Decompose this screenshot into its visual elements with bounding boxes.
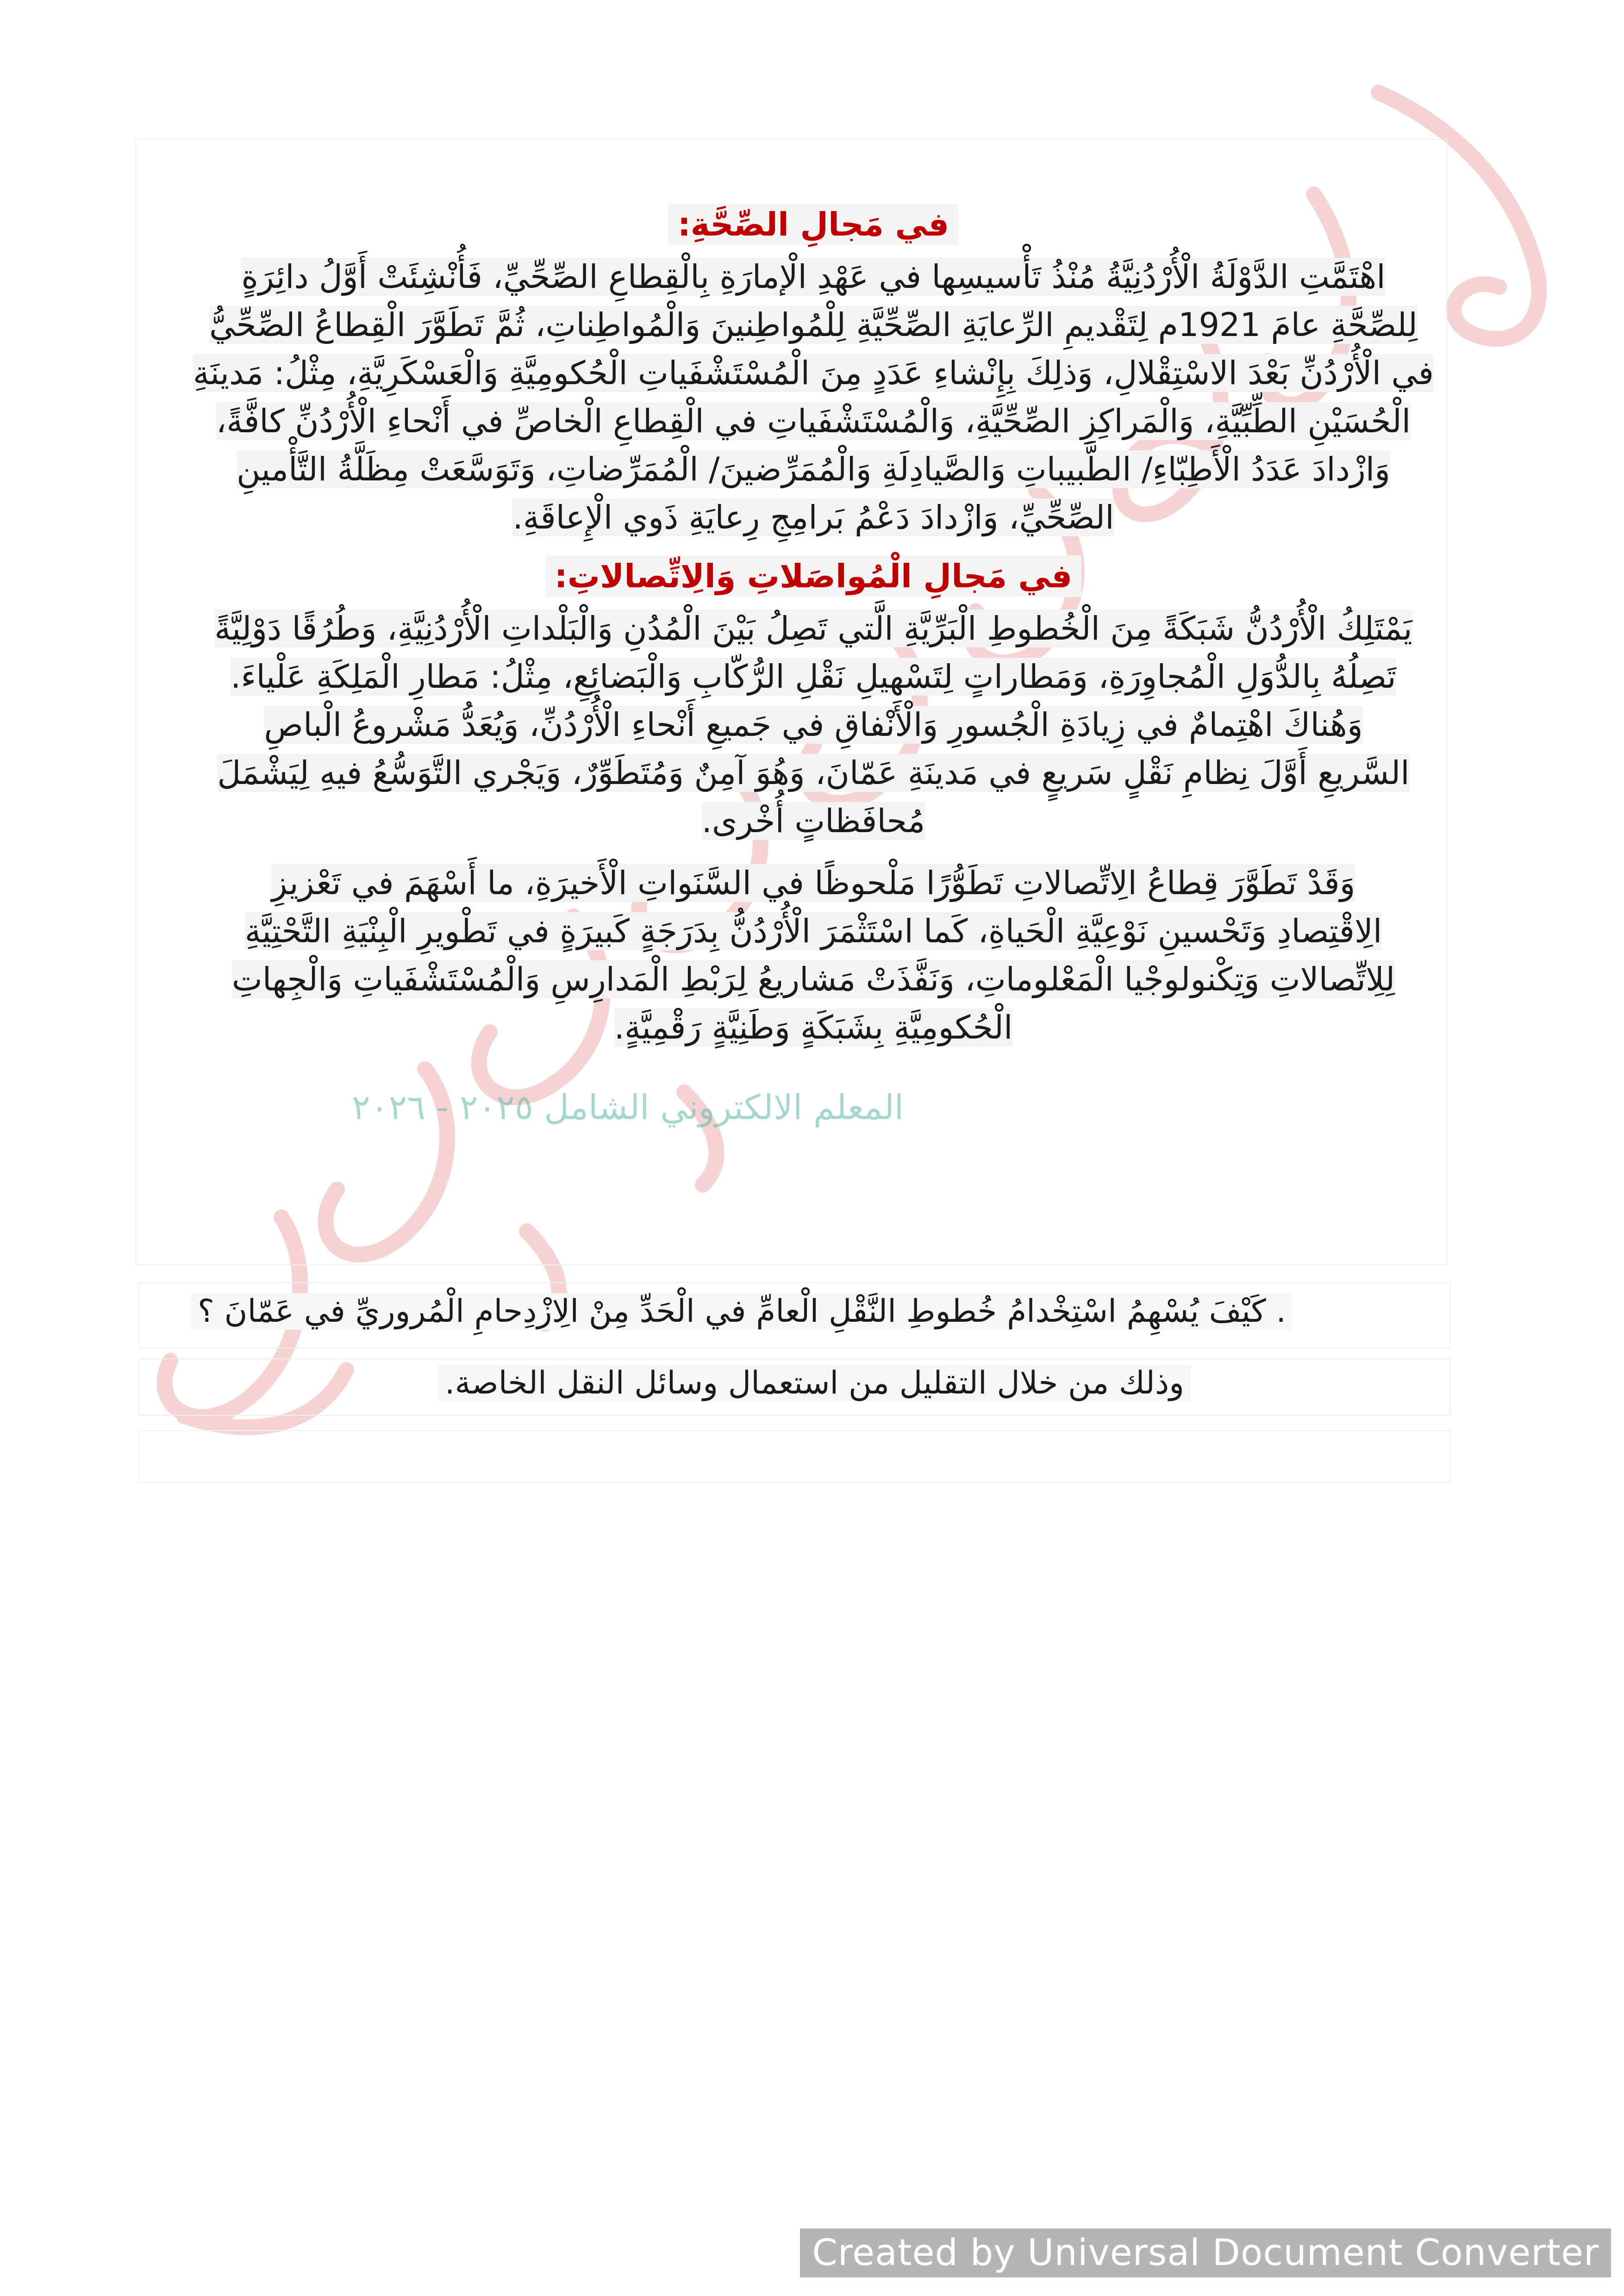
health-line: اهْتَمَّتِ الدَّوْلَةُ الْأُرْدُنِيَّةُ مُنْذُ تَأْسيسِها في عَهْدِ الْإمارَةِ بِالْقِطاعِ الصِّحِّيِّ، فَأُنْشِئَتْ أَوَّلُ دائِرَةٍ — [241, 258, 1386, 296]
health-line: الْحُسَيْنِ الطِّبِّيَّةِ، وَالْمَراكِزِ الصِّحِّيَّةِ، وَالْمُسْتَشْفَياتِ في الْقِطاعِ الْخاصِّ في أَنْحاءِ الْأُرْدُنِّ كافَّةً، — [216, 402, 1411, 440]
answer-text: وذلك من خلال التقليل من استعمال وسائل النقل الخاصة. — [438, 1365, 1191, 1401]
transport-paragraph — [140, 604, 1487, 845]
communications-line: وَقَدْ تَطَوَّرَ قِطاعُ الِاتِّصالاتِ تَطَوُّرًا مَلْحوظًا في السَّنَواتِ الْأَخيرَةِ، ما أَسْهَمَ في تَعْزيزِ — [271, 864, 1355, 902]
health-line: وَازْدادَ عَدَدُ الْأَطِبّاءِ/ الطَّبيباتِ وَالصَّيادِلَةِ وَالْمُمَرِّضينَ/ الْمُمَرِّضاتِ، وَتَوَسَّعَتْ مِظَلَّةُ التَّأْمينِ — [237, 450, 1390, 488]
transport-line: وَهُناكَ اهْتِمامٌ في زِيادَةِ الْجُسورِ وَالْأَنْفاقِ في جَميعِ أَنْحاءِ الْأُرْدُنِّ، وَيُعَدُّ مَشْروعُ الْباصِ — [264, 706, 1363, 744]
answer-box — [139, 1358, 1451, 1416]
document-body — [135, 204, 1492, 1052]
health-section-heading: في مَجالِ الصِّحَّةِ: — [668, 204, 958, 245]
question-text — [191, 1293, 1293, 1330]
communications-line: الِاقْتِصادِ وَتَحْسينِ نَوْعِيَّةِ الْحَياةِ، كَما اسْتَثْمَرَ الْأُرْدُنُّ بِدَرَجَةٍ كَبيرَةٍ في تَطْويرِ الْبِنْيَةِ التَّحْتِيَّةِ — [244, 912, 1382, 950]
communications-line: الْحُكومِيَّةِ بِشَبَكَةٍ وَطَنِيَّةٍ رَقْمِيَّةٍ. — [614, 1008, 1013, 1046]
watermark-text: المعلم الالكتروني الشامل ٢٠٢٥ - ٢٠٢٦ — [352, 1088, 904, 1127]
health-line: لِلصِّحَّةِ عامَ 1921م لِتَقْديمِ الرِّعايَةِ الصِّحِّيَّةِ لِلْمُواطِنينَ وَالْمُواطِناتِ، ثُمَّ تَطَوَّرَ الْقِطاعُ الصِّحِّيُّ — [209, 306, 1418, 344]
transport-line: يَمْتَلِكُ الْأُرْدُنُّ شَبَكَةً مِنَ الْخُطوطِ الْبَرِّيَّةِ الَّتي تَصِلُ بَيْنَ الْمُدُنِ وَالْبَلْداتِ الْأُرْدُنِيَّةِ، وَطُرُقًا دَوْلِيَّةً — [214, 610, 1412, 647]
question-bullet: . — [1276, 1293, 1286, 1330]
transport-section-heading: في مَجالِ الْمُواصَلاتِ وَالِاتِّصالاتِ: — [545, 555, 1081, 597]
transport-line: السَّريعِ أَوَّلَ نِظامِ نَقْلٍ سَريعٍ في مَدينَةِ عَمّانَ، وَهُوَ آمِنٌ وَمُتَطَوِّرٌ، وَيَجْري التَّوَسُّعُ فيهِ لِيَشْمَلَ — [217, 754, 1410, 792]
communications-paragraph — [140, 859, 1487, 1052]
communications-line: لِلِاتِّصالاتِ وَتِكْنولوجْيا الْمَعْلوماتِ، وَنَفَّذَتْ مَشاريعُ لِرَبْطِ الْمَدارِسِ وَالْمُسْتَشْفَياتِ وَالْجِهاتِ — [231, 960, 1395, 998]
health-paragraph — [140, 253, 1487, 541]
health-line: في الْأُرْدُنِّ بَعْدَ الاسْتِقْلالِ، وَذلِكَ بِإِنْشاءِ عَدَدٍ مِنَ الْمُسْتَشْفَياتِ الْحُكومِيَّةِ وَالْعَسْكَرِيَّةِ، مِثْلُ: مَدينَةِ — [193, 354, 1434, 392]
question-body: كَيْفَ يُسْهِمُ اسْتِخْدامُ خُطوطِ النَّقْلِ الْعامِّ في الْحَدِّ مِنْ الِازْدِحامِ الْمُروريِّ في عَمّانَ ؟ — [197, 1293, 1266, 1330]
question-box — [139, 1282, 1451, 1349]
transport-line: مُحافَظاتٍ أُخْرى. — [701, 802, 925, 840]
empty-answer-row — [139, 1430, 1451, 1483]
transport-line: تَصِلُهُ بِالدُّوَلِ الْمُجاوِرَةِ، وَمَطاراتٍ لِتَسْهيلِ نَقْلِ الرُّكّابِ وَالْبَضائِعِ، مِثْلُ: مَطارِ الْمَلِكَةِ عَلْياءَ. — [231, 658, 1396, 696]
converter-badge: Created by Universal Document Converter — [800, 2228, 1611, 2277]
health-line: الصِّحِّيِّ، وَازْدادَ دَعْمُ بَرامِجِ رِعايَةِ ذَوي الْإِعاقَةِ. — [512, 498, 1114, 536]
